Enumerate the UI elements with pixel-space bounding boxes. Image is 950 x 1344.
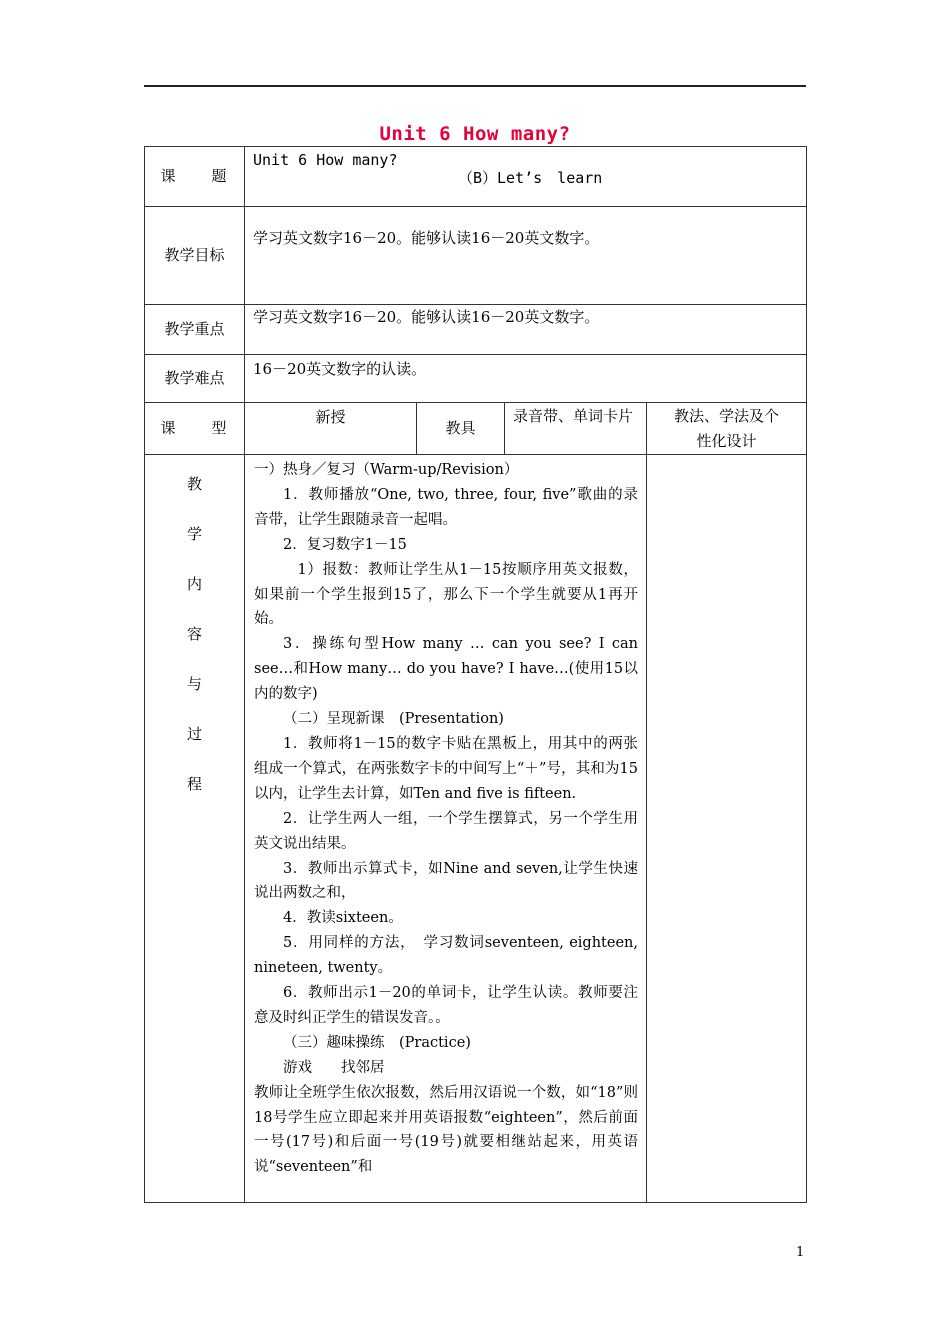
teaching-aids-label: 教具 bbox=[417, 403, 505, 455]
process-paragraph: 游戏 找邻居 bbox=[283, 1059, 385, 1076]
difficulty-text: 16－20英文数字的认读。 bbox=[245, 355, 807, 403]
header-rule bbox=[144, 85, 806, 87]
objective-text: 学习英文数字16－20。能够认读16－20英文数字。 bbox=[245, 207, 807, 305]
teaching-aids-value: 录音带、单词卡片 bbox=[505, 403, 647, 455]
process-paragraph: 5．用同样的方法， 学习数词seventeen, eighteen, nineteen, twenty。 bbox=[254, 935, 638, 977]
process-paragraph: 6．教师出示1－20的单词卡，让学生认读。教师要注意及时纠正学生的错误发音。。 bbox=[254, 985, 638, 1026]
process-paragraph: 1）报数：教师让学生从1－15按顺序用英文报数，如果前一个学生报到15了，那么下一个学生就要从1再开始。 bbox=[254, 561, 638, 628]
document-title: Unit 6 How many? bbox=[379, 123, 571, 145]
process-paragraph: （二）呈现新课 (Presentation) bbox=[283, 711, 504, 728]
topic-line1: Unit 6 How many? bbox=[253, 151, 398, 169]
process-label-char: 内 bbox=[186, 575, 202, 593]
row-difficulty bbox=[145, 355, 807, 403]
process-label-char: 学 bbox=[186, 525, 202, 543]
process-paragraph: 4．教读sixteen。 bbox=[283, 910, 403, 927]
process-paragraph: 1．教师播放“One, two, three, four, five”歌曲的录音带，让学生跟随录音一起唱。 bbox=[254, 486, 638, 528]
row-lesson-type bbox=[145, 403, 807, 455]
process-paragraph: 1．教师将1－15的数字卡贴在黑板上，用其中的两张组成一个算式，在两张数字卡的中间写上“＋”号，其和为15以内，让学生去计算，如Ten and five is fifteen. bbox=[254, 735, 638, 802]
process-paragraph: 一）热身／复习（Warm-up/Revision） bbox=[254, 462, 519, 478]
row-process bbox=[145, 455, 807, 1203]
process-label bbox=[145, 455, 245, 1203]
process-paragraph: 教师让全班学生依次报数，然后用汉语说一个数，如“18”则18号学生应立即起来并用英语报数“eighteen”，然后前面一号(17号)和后面一号(19号)就要相继站起来，用英语说“seventeen”和 bbox=[254, 1084, 638, 1176]
key-point-text: 学习英文数字16－20。能够认读16－20英文数字。 bbox=[245, 305, 807, 355]
process-label-char: 教 bbox=[186, 475, 202, 493]
process-paragraph: 3．操练句型How many … can you see? I can see…和How many… do you have? I have…(使用15以内的数字) bbox=[254, 636, 638, 703]
lesson-type-label: 课 型 bbox=[145, 403, 245, 455]
row-key-point bbox=[145, 305, 807, 355]
process-paragraph: 3．教师出示算式卡，如Nine and seven,让学生快速说出两数之和， bbox=[254, 860, 638, 902]
process-label-char: 程 bbox=[186, 775, 202, 793]
topic-label: 课 题 bbox=[145, 147, 245, 207]
process-content bbox=[245, 455, 647, 1203]
row-topic bbox=[145, 147, 807, 207]
process-label-char: 与 bbox=[186, 675, 202, 693]
key-point-label: 教学重点 bbox=[145, 305, 245, 355]
process-paragraph: 2．让学生两人一组，一个学生摆算式，另一个学生用英文说出结果。 bbox=[254, 810, 638, 852]
objective-label: 教学目标 bbox=[145, 207, 245, 305]
row-objective bbox=[145, 207, 807, 305]
process-label-char: 过 bbox=[186, 725, 202, 743]
lesson-type-value: 新授 bbox=[245, 403, 417, 455]
topic-cell bbox=[245, 147, 807, 207]
difficulty-label: 教学难点 bbox=[145, 355, 245, 403]
lesson-plan-table bbox=[144, 146, 807, 1203]
process-paragraph: （三）趣味操练 (Practice) bbox=[283, 1034, 471, 1051]
page-number: 1 bbox=[796, 1245, 805, 1260]
personalized-design-cell bbox=[647, 455, 807, 1203]
process-paragraph: 2．复习数字1－15 bbox=[283, 536, 407, 553]
method-label: 教法、学法及个性化设计 bbox=[647, 403, 807, 455]
process-label-char: 容 bbox=[186, 625, 202, 643]
topic-line2: （B）Let’s learn bbox=[458, 169, 603, 187]
